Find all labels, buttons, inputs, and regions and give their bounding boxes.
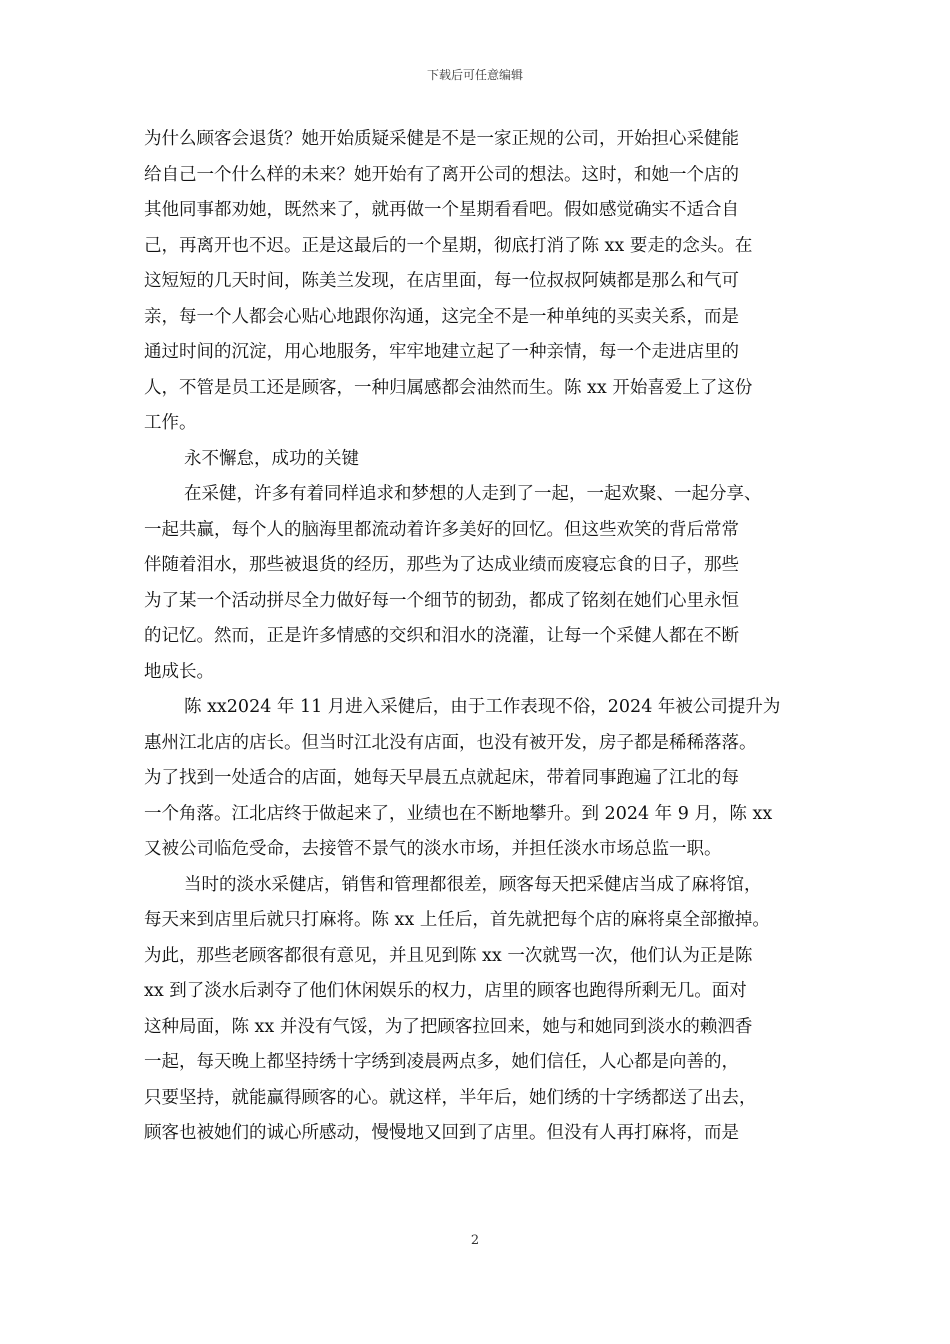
- text-line: 其他同事都劝她，既然来了，就再做一个星期看看吧。假如感觉确实不适合自: [144, 200, 739, 220]
- text-line: 亲，每一个人都会心贴心地跟你沟通，这完全不是一种单纯的买卖关系，而是: [144, 306, 739, 327]
- text-line: 每天来到店里后就只打麻将。陈 xx 上任后，首先就把每个店的麻将桌全部撤掉。: [144, 910, 770, 930]
- text-line: 惠州江北店的店长。但当时江北没有店面，也没有被开发，房子都是稀稀落落。: [144, 732, 757, 753]
- text-line: 给自己一个什么样的未来？她开始有了离开公司的想法。这时，和她一个店的: [144, 164, 739, 185]
- text-line: 己，再离开也不迟。正是这最后的一个星期，彻底打消了陈 xx 要走的念头。在: [144, 235, 753, 256]
- text-line: 通过时间的沉淀，用心地服务，牢牢地建立起了一种亲情，每一个走进店里的: [144, 342, 739, 362]
- text-line: 的记忆。然而，正是许多情感的交织和泪水的浇灌，让每一个采健人都在不断: [144, 626, 739, 646]
- text-line: 又被公司临危受命，去接管不景气的淡水市场，并担任淡水市场总监一职。: [144, 839, 722, 859]
- text-line: 这短短的几天时间，陈美兰发现，在店里面，每一位叔叔阿姨都是那么和气可: [144, 271, 739, 291]
- text-line: 只要坚持，就能赢得顾客的心。就这样，半年后，她们绣的十字绣都送了出去，: [144, 1087, 757, 1108]
- text-line: 一起共赢，每个人的脑海里都流动着许多美好的回忆。但这些欢笑的背后常常: [144, 519, 739, 540]
- text-line: 为了找到一处适合的店面，她每天早晨五点就起床，带着同事跑遍了江北的每: [144, 768, 739, 788]
- text-line: 这种局面，陈 xx 并没有气馁，为了把顾客拉回来，她与和她同到淡水的赖泗香: [144, 1016, 753, 1037]
- text-line: 地成长。: [144, 661, 214, 682]
- text-line: 为此，那些老顾客都很有意见，并且见到陈 xx 一次就骂一次，他们认为正是陈: [144, 945, 753, 966]
- document-body: [144, 122, 806, 1152]
- text-line: 工作。: [144, 413, 197, 433]
- text-line: xx 到了淡水后剥夺了他们休闲娱乐的权力，店里的顾客也跑得所剩无几。面对: [144, 981, 747, 1001]
- text-line: 在采健，许多有着同样追求和梦想的人走到了一起，一起欢聚、一起分享、: [184, 484, 762, 504]
- page-number: 2: [470, 1233, 480, 1248]
- text-line: 一起，每天晚上都坚持绣十字绣到凌晨两点多，她们信任，人心都是向善的，: [144, 1052, 739, 1072]
- text-line: 陈 xx2024 年 11 月进入采健后，由于工作表现不俗，2024 年被公司提升为: [184, 697, 781, 717]
- section-heading: 永不懈怠，成功的关键: [184, 448, 359, 469]
- text-line: 为了某一个活动拼尽全力做好每一个细节的韧劲，都成了铭刻在她们心里永恒: [144, 590, 739, 611]
- text-line: 一个角落。江北店终于做起来了，业绩也在不断地攀升。到 2024 年 9 月，陈 xx: [144, 803, 773, 824]
- page-header: 下载后可任意编辑: [426, 68, 523, 82]
- text-line: 顾客也被她们的诚心所感动，慢慢地又回到了店里。但没有人再打麻将，而是: [144, 1123, 739, 1143]
- text-line: 人，不管是员工还是顾客，一种归属感都会油然而生。陈 xx 开始喜爱上了这份: [144, 377, 753, 398]
- text-line: 为什么顾客会退货？她开始质疑采健是不是一家正规的公司，开始担心采健能: [144, 129, 739, 149]
- text-line: 当时的淡水采健店，销售和管理都很差，顾客每天把采健店当成了麻将馆，: [184, 874, 762, 895]
- text-line: 伴随着泪水，那些被退货的经历，那些为了达成业绩而废寝忘食的日子，那些: [144, 555, 739, 575]
